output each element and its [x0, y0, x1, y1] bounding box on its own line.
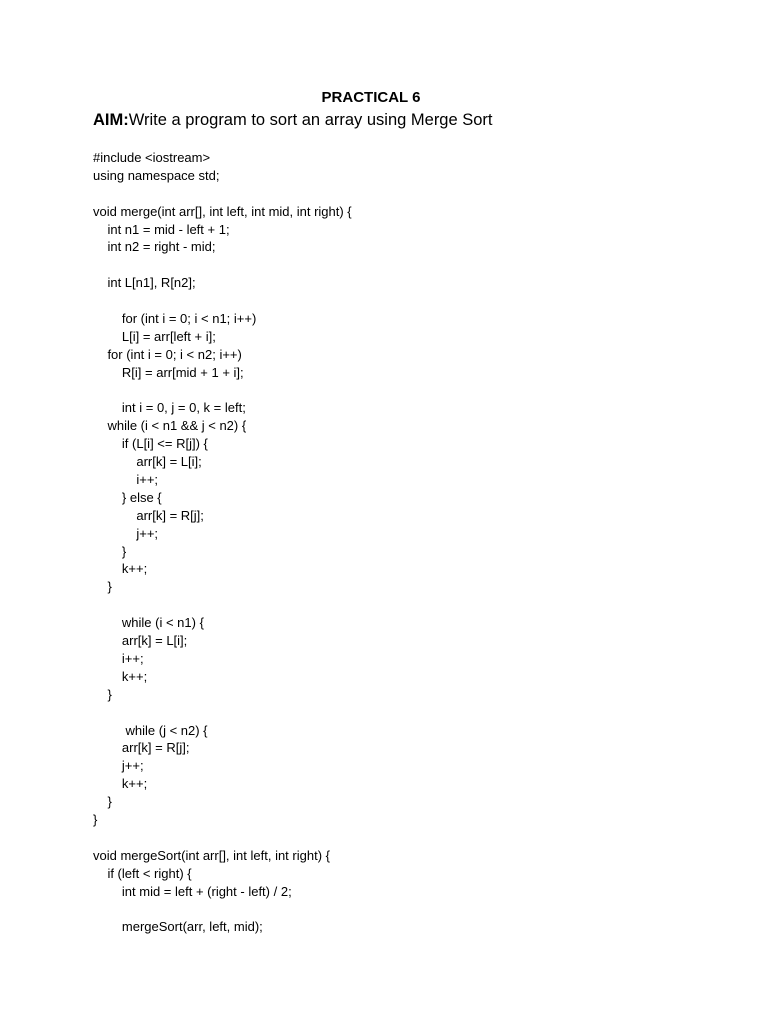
page-title: PRACTICAL 6 [321, 89, 421, 106]
code-line: int L[n1], R[n2]; [93, 275, 196, 291]
code-line: arr[k] = R[j]; [93, 740, 190, 756]
code-line [93, 900, 713, 918]
code-line: int mid = left + (right - left) / 2; [93, 883, 292, 899]
code-line: } [93, 811, 98, 827]
code-line: arr[k] = L[i]; [93, 454, 202, 470]
code-line: for (int i = 0; i < n2; i++) [93, 346, 242, 362]
code-line: while (i < n1 && j < n2) { [93, 418, 247, 434]
code-block [93, 149, 713, 936]
code-line [93, 292, 713, 310]
code-line: i++; [93, 650, 144, 666]
code-line: } [93, 579, 112, 595]
code-line: while (j < n2) { [93, 722, 208, 738]
code-line: while (i < n1) { [93, 615, 204, 631]
code-line: for (int i = 0; i < n1; i++) [93, 311, 257, 327]
code-line: mergeSort(arr, left, mid); [93, 919, 263, 935]
code-line: arr[k] = R[j]; [93, 507, 204, 523]
aim-label: AIM: [93, 111, 129, 129]
code-line [93, 256, 713, 274]
code-line: k++; [93, 776, 148, 792]
code-line: if (L[i] <= R[j]) { [93, 436, 208, 452]
code-line: } [93, 686, 112, 702]
aim-text: Write a program to sort an array using Merge Sort [128, 111, 493, 129]
code-line: void mergeSort(int arr[], int left, int right) { [93, 847, 330, 863]
code-line [93, 596, 713, 614]
code-line: } [93, 794, 112, 810]
code-line: k++; [93, 561, 148, 577]
code-line: i++; [93, 472, 159, 488]
aim-statement [93, 110, 493, 130]
code-line [93, 185, 713, 203]
code-line: R[i] = arr[mid + 1 + i]; [93, 364, 244, 380]
code-line: L[i] = arr[left + i]; [93, 328, 216, 344]
code-line: k++; [93, 668, 148, 684]
code-line: arr[k] = L[i]; [93, 633, 188, 649]
code-line: int n2 = right - mid; [93, 239, 216, 255]
code-line: j++; [93, 525, 159, 541]
code-line: j++; [93, 758, 144, 774]
code-line: int n1 = mid - left + 1; [93, 221, 230, 237]
code-line [93, 829, 713, 847]
code-line: } [93, 543, 127, 559]
code-line [93, 382, 713, 400]
code-line: if (left < right) { [93, 865, 192, 881]
code-line: using namespace std; [93, 167, 220, 183]
code-line: void merge(int arr[], int left, int mid, int right) { [93, 203, 352, 219]
code-line [93, 704, 713, 722]
code-line: #include <iostream> [93, 150, 211, 165]
code-line: } else { [93, 489, 162, 505]
code-line: int i = 0, j = 0, k = left; [93, 400, 246, 416]
